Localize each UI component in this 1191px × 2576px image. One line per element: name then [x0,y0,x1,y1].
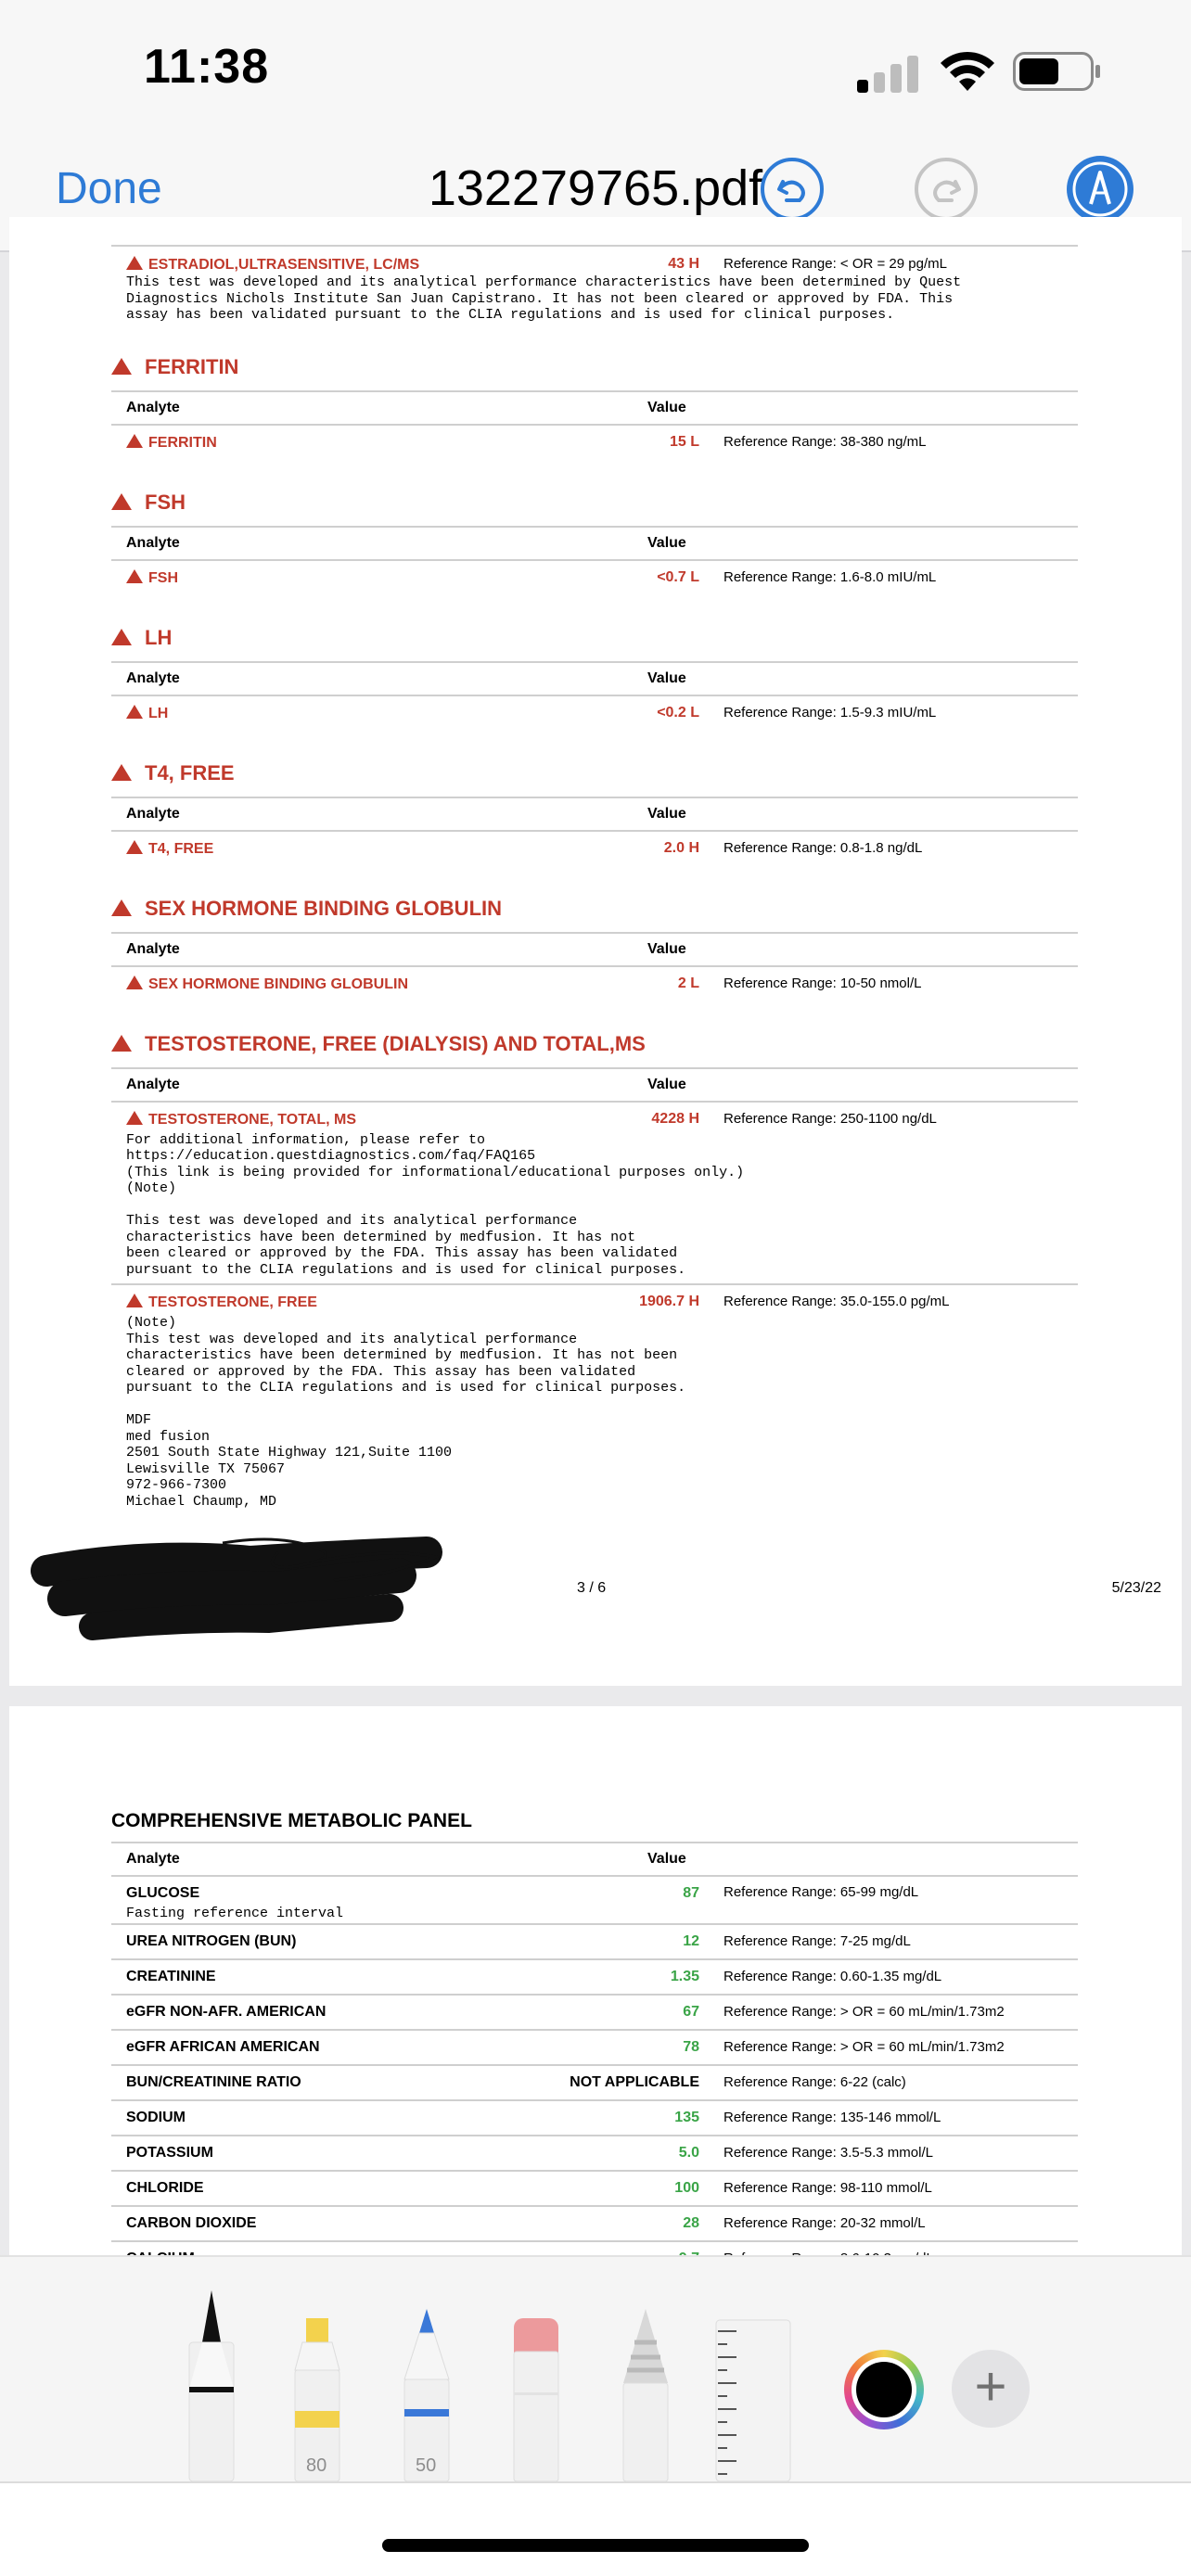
section-title: LH [111,622,1078,661]
page4-content [111,1810,1078,2276]
cellular-signal-icon [857,56,920,93]
marker-opacity: 50 [416,2455,437,2476]
test-note: This test was developed and its analytical performance characteristics have been determined by Quest Diagnostics Nichols Institute San Juan Capistrano. It has not been cleared or approved by FDA. This assay has been validated pursuant to the CLIA regulations and is used for clinical purposes. [126,274,962,323]
page-number: 3 / 6 [577,1580,607,1596]
table-header: Analyte Value [126,940,686,957]
warning-icon [126,1294,143,1307]
table-row: eGFR AFRICAN AMERICAN 78 Reference Range: > OR = 60 mL/min/1.73m2 [126,2039,1005,2055]
warning-icon [111,629,132,645]
markup-toggle-button[interactable] [1067,156,1133,223]
table-row: GLUCOSE 87 Reference Range: 65-99 mg/dL Fasting reference interval [126,1884,919,1921]
warning-icon [126,840,143,854]
pdf-viewer[interactable] [0,254,1191,2255]
table-row: BUN/CREATININE RATIO NOT APPLICABLE Reference Range: 6-22 (calc) [126,2074,906,2090]
table-row: TESTOSTERONE, TOTAL, MS 4228 H Reference Range: 250-1100 ng/dL [111,1103,1078,1132]
table-row: CARBON DIOXIDE 28 Reference Range: 20-32 mmol/L [126,2215,926,2231]
color-picker-button[interactable] [844,2350,924,2429]
table-row: CREATININE 1.35 Reference Range: 0.60-1.35 mg/dL [126,1969,942,1984]
pencil-tool-icon[interactable] [616,2305,675,2481]
table-row: POTASSIUM 5.0 Reference Range: 3.5-5.3 mmol/L [126,2145,933,2161]
warning-icon [126,569,143,583]
warning-icon [111,899,132,916]
home-area [0,2481,1191,2576]
test-note: For additional information, please refer to https://education.questdiagnostics.com/faq/FAQ165 (This link is being provided for informational/educational purposes only.) (Note) This test was developed and its analytical performance characteristics have been determined by medfusion. It has not been cleared or approved by the FDA. This assay has been validated pursuant to the CLIA regulations and is used for clinical purposes. [126,1131,745,1278]
redo-icon[interactable] [913,156,980,223]
page-date: 5/23/22 [1111,1580,1161,1596]
table-row: LH <0.2 L Reference Range: 1.5-9.3 mIU/mL [111,696,1078,730]
warning-icon [126,976,143,989]
warning-icon [111,1035,132,1052]
pen-tool-icon[interactable] [182,2287,241,2481]
table-row: TESTOSTERONE, FREE 1906.7 H Reference Range: 35.0-155.0 pg/mL [111,1285,1078,1315]
wifi-icon [939,48,996,93]
page3-content [111,245,1078,1510]
table-header: Analyte Value [126,670,686,686]
top-bar [0,0,1191,252]
add-annotation-button[interactable]: + [952,2350,1030,2428]
markup-toolbar [0,2255,1191,2481]
table-row: CHLORIDE 100 Reference Range: 98-110 mmol/L [126,2180,932,2196]
section-title: T4, FREE [111,758,1078,797]
warning-icon [126,1111,143,1125]
section-title: SEX HORMONE BINDING GLOBULIN [111,893,1078,932]
undo-icon[interactable] [759,156,826,223]
pdf-page-3 [9,217,1182,1686]
section-title: TESTOSTERONE, FREE (DIALYSIS) AND TOTAL,MS [111,1028,1078,1067]
home-indicator[interactable] [382,2539,809,2552]
panel-title: COMPREHENSIVE METABOLIC PANEL [111,1810,472,1831]
document-title: 132279765.pdf [428,160,763,216]
table-header: Analyte Value [126,1076,686,1092]
warning-icon [126,434,143,448]
table-row: SEX HORMONE BINDING GLOBULIN 2 L Reference Range: 10-50 nmol/L [111,967,1078,1001]
section-title: FERRITIN [111,351,1078,390]
table-row: SODIUM 135 Reference Range: 135-146 mmol/L [126,2110,941,2125]
warning-icon [126,256,143,270]
section-title: FSH [111,487,1078,526]
table-row: FERRITIN 15 L Reference Range: 38-380 ng/mL [111,426,1078,459]
table-header: Analyte Value [126,534,686,551]
table-header: Analyte Value [126,805,686,822]
warning-icon [111,358,132,375]
test-note: (Note) This test was developed and its analytical performance characteristics have been determined by medfusion. It has not been cleared or approved by the FDA. This assay has been validated pursuant to the CLIA regulations and is used for clinical purposes. MDF med fusion 2501 South State Highway 121,Suite 1100 Lewisville TX 75067 972-966-7300 Michael Chaump, MD [126,1315,686,1510]
markup-pen-icon [1067,156,1133,223]
redaction-scribble [37,1534,445,1645]
table-row: ESTRADIOL,ULTRASENSITIVE, LC/MS 43 H Reference Range: < OR = 29 pg/mL [111,247,1078,274]
warning-icon [111,493,132,510]
done-button[interactable]: Done [56,164,162,213]
table-row: T4, FREE 2.0 H Reference Range: 0.8-1.8 ng/dL [111,832,1078,865]
battery-icon [1013,52,1102,91]
table-header: Analyte Value [126,399,686,415]
status-time: 11:38 [144,40,270,94]
eraser-tool-icon[interactable] [506,2315,566,2481]
table-header: Analyte Value [126,1851,686,1867]
highlighter-opacity: 80 [306,2455,327,2476]
table-row: FSH <0.7 L Reference Range: 1.6-8.0 mIU/mL [111,561,1078,594]
ruler-tool-icon[interactable] [714,2318,792,2481]
warning-icon [126,705,143,719]
table-row: eGFR NON-AFR. AMERICAN 67 Reference Range: > OR = 60 mL/min/1.73m2 [126,2004,1005,2020]
warning-icon [111,764,132,781]
table-row: UREA NITROGEN (BUN) 12 Reference Range: 7-25 mg/dL [126,1933,911,1949]
selected-color-swatch [856,2362,912,2417]
